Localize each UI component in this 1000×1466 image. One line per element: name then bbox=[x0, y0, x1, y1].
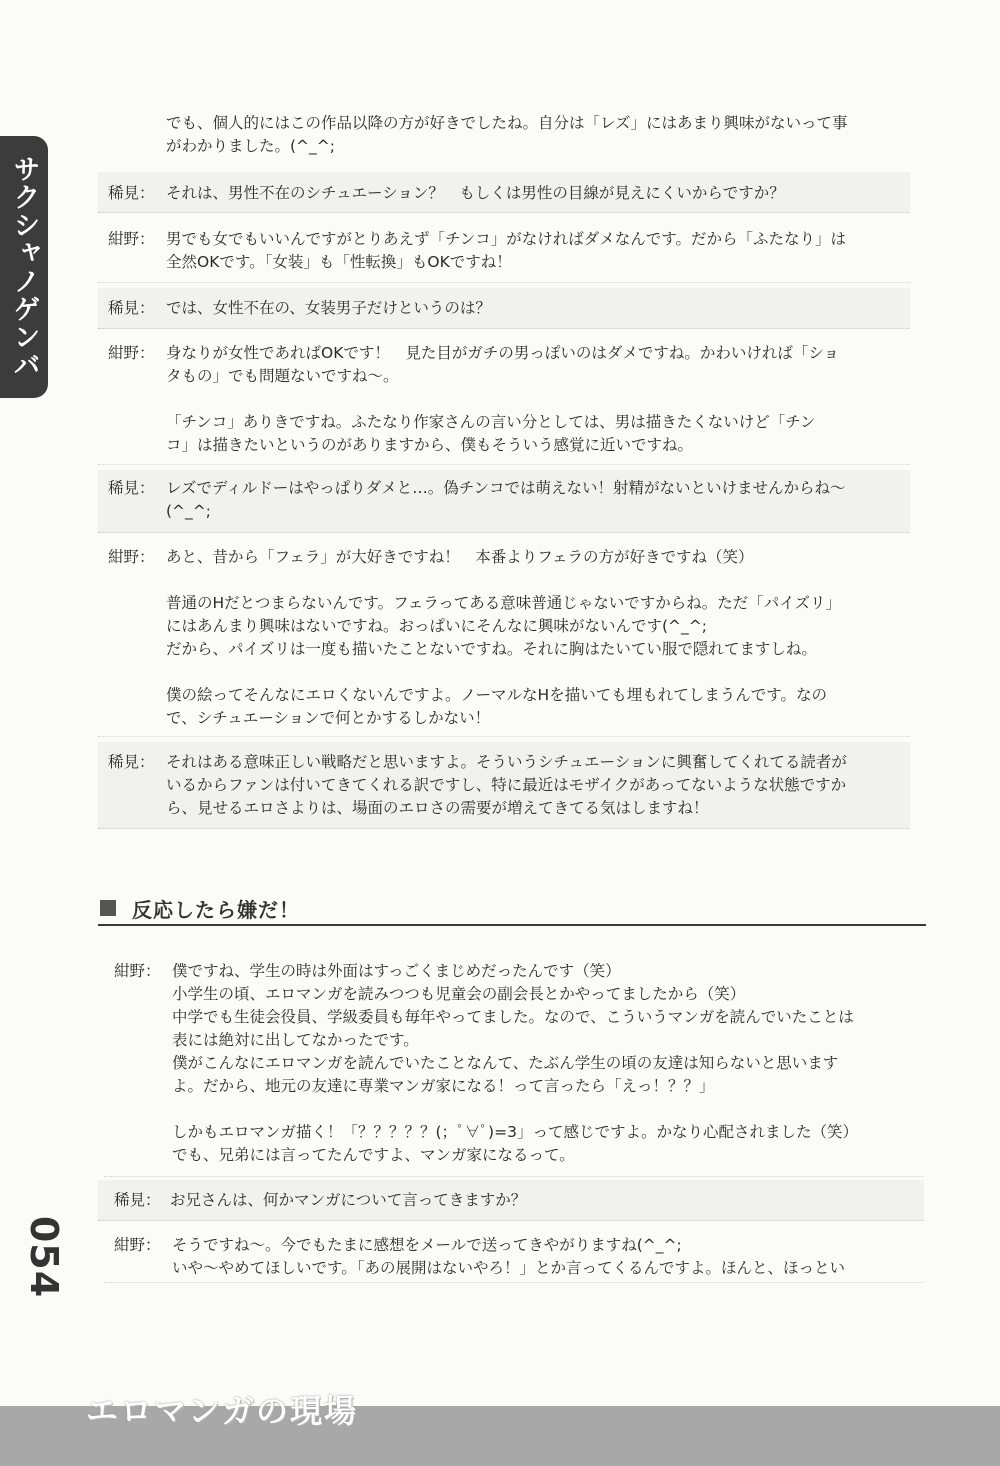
dialogue-block bbox=[98, 470, 910, 533]
text-line: そうですね～。今でもたまに感想をメールで送ってきやがりますね(^_^; bbox=[172, 1236, 682, 1254]
text-line: 僕の絵ってそんなにエロくないんですよ。ノーマルなHを描いても埋もれてしまうんです。なの bbox=[166, 686, 827, 704]
dialogue-block bbox=[98, 544, 910, 737]
dialogue-block bbox=[104, 958, 924, 1177]
text-line: がわかりました。(^_^; bbox=[166, 137, 335, 155]
text-line: ら、見せるエロさよりは、場面のエロさの需要が増えてきてる気はしますね！ bbox=[166, 799, 709, 817]
speaker-label: 稀見： bbox=[114, 1191, 161, 1209]
text-line: お兄さんは、何かマンガについて言ってきますか？ bbox=[170, 1191, 527, 1209]
text-line: 表には絶対に出してなかったです。 bbox=[172, 1031, 419, 1049]
text-line: それはある意味正しい戦略だと思いますよ。そういうシチュエーションに興奮してくれてる読者が bbox=[166, 753, 847, 771]
page-number-text: 054 bbox=[22, 1215, 67, 1299]
text-line: コ」は描きたいというのがありますから、僕もそういう感覚に近いですね。 bbox=[166, 436, 694, 454]
section-title: 反応したら嫌だ！ bbox=[132, 898, 300, 922]
text-line: レズでディルドーはやっぱりダメと…。偽チンコでは萌えない！射精がないといけませんからね～ bbox=[166, 479, 846, 497]
dialogue-block bbox=[98, 1180, 924, 1221]
text-line: では、女性不在の、女装男子だけというのは？ bbox=[166, 299, 491, 317]
speaker-label: 稀見： bbox=[108, 184, 155, 202]
dialogue-text bbox=[166, 228, 902, 274]
text-line: 全然OKです。「女装」も「性転換」もOKですね！ bbox=[166, 253, 512, 271]
text-line: 中学でも生徒会役員、学級委員も毎年やってました。なので、こういうマンガを読んでいたことは bbox=[172, 1008, 854, 1026]
dialogue-text bbox=[172, 1234, 916, 1280]
text-line: いや～やめてほしいです。「あの展開はないやろ！」とか言ってくるんですよ。ほんと、ほっとい bbox=[172, 1259, 846, 1277]
dialogue-text bbox=[166, 477, 902, 523]
text-line: 小学生の頃、エロマンガを読みつつも児童会の副会長とかやってましたから（笑） bbox=[172, 985, 746, 1003]
speaker-label: 紺野： bbox=[114, 1236, 161, 1254]
speaker-label: 稀見： bbox=[108, 479, 155, 497]
dialogue-block bbox=[104, 1234, 924, 1283]
text-line: 身なりが女性であればOKです！ 見た目がガチの男っぽいのはダメですね。かわいければ「ショ bbox=[166, 344, 840, 362]
speaker-label: 稀見： bbox=[108, 753, 155, 771]
side-tab-label: サクシャノゲンバ bbox=[8, 155, 40, 379]
dialogue-block bbox=[98, 340, 910, 465]
text-line: 僕がこんなにエロマンガを読んでいたことなんて、たぶん学生の頃の友達は知らないと思います bbox=[172, 1054, 839, 1072]
text-line: いるからファンは付いてきてくれる訳ですし、特に最近はモザイクがあってないような状態ですか bbox=[166, 776, 847, 794]
dialogue-text bbox=[166, 751, 902, 820]
dialogue-block bbox=[98, 226, 910, 283]
text-line: でも、個人的にはこの作品以降の方が好きでしたね。自分は「レズ」にはあまり興味がないって事 bbox=[166, 114, 848, 132]
speaker-label: 稀見： bbox=[108, 299, 155, 317]
speaker-label: 紺野： bbox=[108, 344, 155, 362]
heading-square-icon bbox=[100, 900, 116, 916]
text-line: 男でも女でもいいんですがとりあえず「チンコ」がなければダメなんです。だから「ふたなり」は bbox=[166, 230, 846, 248]
text-line: 僕ですね、学生の時は外面はすっごくまじめだったんです（笑） bbox=[172, 962, 621, 980]
speaker-label: 紺野： bbox=[108, 548, 155, 566]
text-line: 「チンコ」ありきですね。ふたなり作家さんの言い分としては、男は描きたくないけど「チン bbox=[166, 413, 816, 431]
text-line: だから、パイズリは一度も描いたことないですね。それに胸はたいてい服で隠れてますしね。 bbox=[166, 640, 817, 658]
text-line: で、シチュエーションで何とかするしかない！ bbox=[166, 709, 491, 727]
footer-logo: エロマンガの現場 bbox=[86, 1392, 359, 1430]
text-line: それは、男性不在のシチュエーション？ もしくは男性の目線が見えにくいからですか？ bbox=[166, 184, 785, 202]
dialogue-text bbox=[166, 297, 902, 320]
dialogue-text bbox=[170, 1189, 916, 1212]
text-line: タもの」でも問題ないですね～。 bbox=[166, 367, 399, 385]
dialogue-block bbox=[98, 742, 910, 829]
dialogue-block bbox=[98, 288, 910, 329]
text-line: しかもエロマンガ描く！「？？？？？(；ﾟ∀ﾟ)=3」って感じですよ。かなり心配されました（笑） bbox=[172, 1123, 858, 1141]
dialogue-text bbox=[166, 182, 902, 205]
speaker-label: 紺野： bbox=[108, 230, 155, 248]
text-line: (^_^; bbox=[166, 502, 211, 520]
text-line: よ。だから、地元の友達に専業マンガ家になる！って言ったら「えっ！？？」 bbox=[172, 1077, 715, 1095]
dialogue-text bbox=[166, 546, 902, 730]
side-tab bbox=[0, 136, 48, 398]
page-number bbox=[20, 1212, 68, 1302]
dialogue-block bbox=[98, 112, 910, 164]
dialogue-text bbox=[166, 342, 902, 457]
text-line: にはあんまり興味はないですね。おっぱいにそんなに興味がないんです(^_^; bbox=[166, 617, 707, 635]
text-line: 普通のHだとつまらないんです。フェラってある意味普通じゃないですからね。ただ「パイズリ」 bbox=[166, 594, 842, 612]
text-line: あと、昔から「フェラ」が大好きですね！ 本番よりフェラの方が好きですね（笑） bbox=[166, 548, 754, 566]
speaker-label: 紺野： bbox=[114, 962, 161, 980]
text-line: でも、兄弟には言ってたんですよ、マンガ家になるって。 bbox=[172, 1146, 575, 1164]
dialogue-text bbox=[166, 112, 902, 158]
dialogue-text bbox=[172, 960, 916, 1167]
dialogue-block bbox=[98, 172, 910, 213]
section-heading bbox=[98, 890, 926, 926]
